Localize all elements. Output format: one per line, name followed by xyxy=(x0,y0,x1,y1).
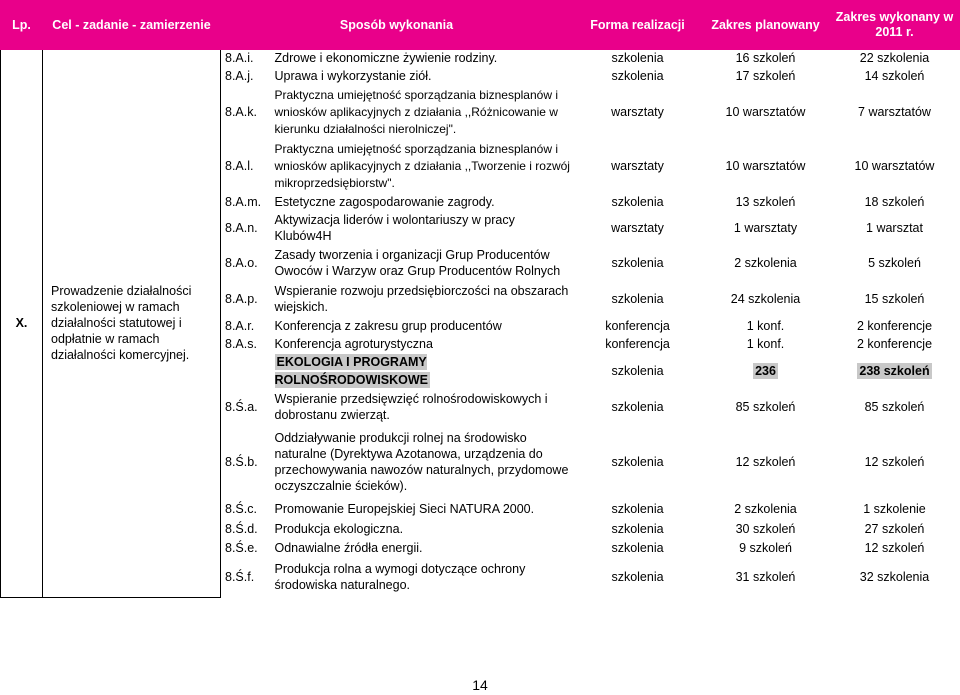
header-sposob: Sposób wykonania xyxy=(221,1,573,50)
row-completed: 2 konferencje xyxy=(856,319,933,333)
row-description: Odnawialne źródła energii. xyxy=(274,540,423,555)
row-forma: konferencja xyxy=(605,337,670,351)
row-completed: 14 szkoleń xyxy=(864,68,925,83)
row-code: 8.A.n. xyxy=(225,221,258,235)
row-planned: 31 szkoleń xyxy=(735,570,796,584)
row-code: 8.A.s. xyxy=(225,337,257,351)
page-number: 14 xyxy=(472,677,488,693)
table-body xyxy=(1,50,960,598)
row-description: Praktyczna umiejętność sporządzania biznesplanów i wniosków aplikacyjnych z działania ,,Różnicowanie w kierunku działalności nierolniczej". xyxy=(274,87,558,136)
row-description: Praktyczna umiejętność sporządzania biznesplanów i wniosków aplikacyjnych z działania ,,Tworzenie i rozwój mikroprzedsiębiorstw". xyxy=(274,141,570,190)
row-forma: warsztaty xyxy=(611,159,664,173)
row-forma: warsztaty xyxy=(611,221,664,235)
row-description: Konferencja z zakresu grup producentów xyxy=(274,319,502,333)
row-code: 8.Ś.d. xyxy=(225,521,258,536)
row-planned: 1 warsztaty xyxy=(733,221,798,235)
row-code: 8.A.l. xyxy=(225,159,254,173)
row-planned: 1 konf. xyxy=(746,337,785,351)
header-forma: Forma realizacji xyxy=(573,1,703,50)
header-wykonany: Zakres wykonany w 2011 r. xyxy=(829,1,960,50)
row-planned: 9 szkoleń xyxy=(739,540,792,555)
row-planned xyxy=(703,353,829,389)
section-lp: X. xyxy=(1,50,43,598)
row-forma: szkolenia xyxy=(611,51,664,65)
row-completed: 10 warsztatów xyxy=(854,159,935,173)
row-completed: 27 szkoleń xyxy=(864,521,925,536)
row-code: 8.Ś.b. xyxy=(225,455,258,469)
row-description: Zdrowe i ekonomiczne żywienie rodziny. xyxy=(274,51,498,65)
row-completed: 32 szkolenia xyxy=(859,570,930,584)
row-planned: 2 szkolenia xyxy=(734,256,797,270)
row-description: Aktywizacja liderów i wolontariuszy w pracy Klubów4H xyxy=(274,213,515,243)
row-description: Oddziaływanie produkcji rolnej na środowisko naturalne (Dyrektywa Azotanowa, urządzenia do przechowywania nawozów naturalnych, przydomowe oczyszczalnie ścieków). xyxy=(274,431,569,493)
row-description: Zasady tworzenia i organizacji Grup Producentów Owoców i Warzyw oraz Grup Producentów Rolnych xyxy=(274,248,561,278)
row-completed: 7 warsztatów xyxy=(858,105,931,119)
row-planned: 2 szkolenia xyxy=(734,502,797,516)
row-description: Konferencja agroturystyczna xyxy=(274,337,433,351)
header-lp: Lp. xyxy=(1,1,43,50)
table-header-row xyxy=(1,1,960,50)
row-code: 8.Ś.c. xyxy=(225,502,257,516)
row-forma: szkolenia xyxy=(611,292,664,306)
row-code: 8.A.k. xyxy=(225,105,257,119)
row-completed xyxy=(829,353,960,389)
row-forma: warsztaty xyxy=(611,105,664,119)
section-goal: Prowadzenie działalności szkoleniowej w ramach działalności statutowej i odpłatnie w ramach działalności komercyjnej. xyxy=(43,50,221,598)
row-code: 8.A.i. xyxy=(225,51,254,65)
row-description: Promowanie Europejskiej Sieci NATURA 2000. xyxy=(274,502,535,516)
row-planned: 16 szkoleń xyxy=(735,51,796,65)
row-completed: 12 szkoleń xyxy=(864,455,925,469)
row-code: 8.Ś.f. xyxy=(225,570,255,584)
row-forma: szkolenia xyxy=(611,570,664,584)
header-cel: Cel - zadanie - zamierzenie xyxy=(43,1,221,50)
row-forma: szkolenia xyxy=(611,521,664,536)
row-planned: 12 szkoleń xyxy=(735,455,796,469)
row-completed: 85 szkoleń xyxy=(864,400,925,414)
row-forma: szkolenia xyxy=(611,256,664,270)
header-planowany: Zakres planowany xyxy=(703,1,829,50)
row-planned: 17 szkoleń xyxy=(735,68,796,83)
row-description xyxy=(271,353,573,389)
row-description: Uprawa i wykorzystanie ziół. xyxy=(274,68,432,83)
row-code: 8.A.m. xyxy=(225,195,262,209)
row-code xyxy=(221,353,271,389)
row-code: 8.A.o. xyxy=(225,256,258,270)
row-completed: 22 szkolenia xyxy=(859,51,930,65)
row-forma: szkolenia xyxy=(611,540,664,555)
planned-highlight: 236 xyxy=(755,364,776,378)
row-planned: 85 szkoleń xyxy=(735,400,796,414)
row-description: Wspieranie rozwoju przedsiębiorczości na obszarach wiejskich. xyxy=(274,284,569,314)
row-planned: 24 szkolenia xyxy=(730,292,801,306)
row-planned: 30 szkoleń xyxy=(735,521,796,536)
row-code: 8.A.p. xyxy=(225,292,258,306)
row-code: 8.Ś.e. xyxy=(225,540,258,555)
row-code: 8.A.j. xyxy=(225,68,254,83)
row-completed: 1 szkolenie xyxy=(863,502,926,516)
row-description: Wspieranie przedsięwzięć rolnośrodowiskowych i dobrostanu zwierząt. xyxy=(274,392,548,422)
row-completed: 18 szkoleń xyxy=(864,195,925,209)
row-forma: szkolenia xyxy=(611,502,664,516)
row-completed: 2 konferencje xyxy=(856,337,933,351)
row-planned: 10 warsztatów xyxy=(725,159,806,173)
section-heading-highlight: EKOLOGIA I PROGRAMY ROLNOŚRODOWISKOWE xyxy=(274,355,428,387)
row-code: 8.Ś.a. xyxy=(225,400,258,414)
row-forma: konferencja xyxy=(605,319,670,333)
row-forma: szkolenia xyxy=(611,455,664,469)
row-forma: szkolenia xyxy=(611,195,664,209)
row-completed: 12 szkoleń xyxy=(864,540,925,555)
completed-highlight: 238 szkoleń xyxy=(859,364,930,378)
row-planned: 1 konf. xyxy=(746,319,785,333)
row-description: Estetyczne zagospodarowanie zagrody. xyxy=(274,195,495,209)
table-row xyxy=(1,50,960,67)
row-description: Produkcja ekologiczna. xyxy=(274,521,404,536)
row-forma: szkolenia xyxy=(611,400,664,414)
row-completed: 1 warsztat xyxy=(866,221,923,235)
row-completed: 5 szkoleń xyxy=(868,256,921,270)
row-code: 8.A.r. xyxy=(225,319,255,333)
row-description: Produkcja rolna a wymogi dotyczące ochrony środowiska naturalnego. xyxy=(274,562,526,592)
row-planned: 10 warsztatów xyxy=(725,105,806,119)
row-forma: szkolenia xyxy=(611,364,664,378)
row-completed: 15 szkoleń xyxy=(864,292,925,306)
row-forma: szkolenia xyxy=(611,68,664,83)
row-planned: 13 szkoleń xyxy=(735,195,796,209)
